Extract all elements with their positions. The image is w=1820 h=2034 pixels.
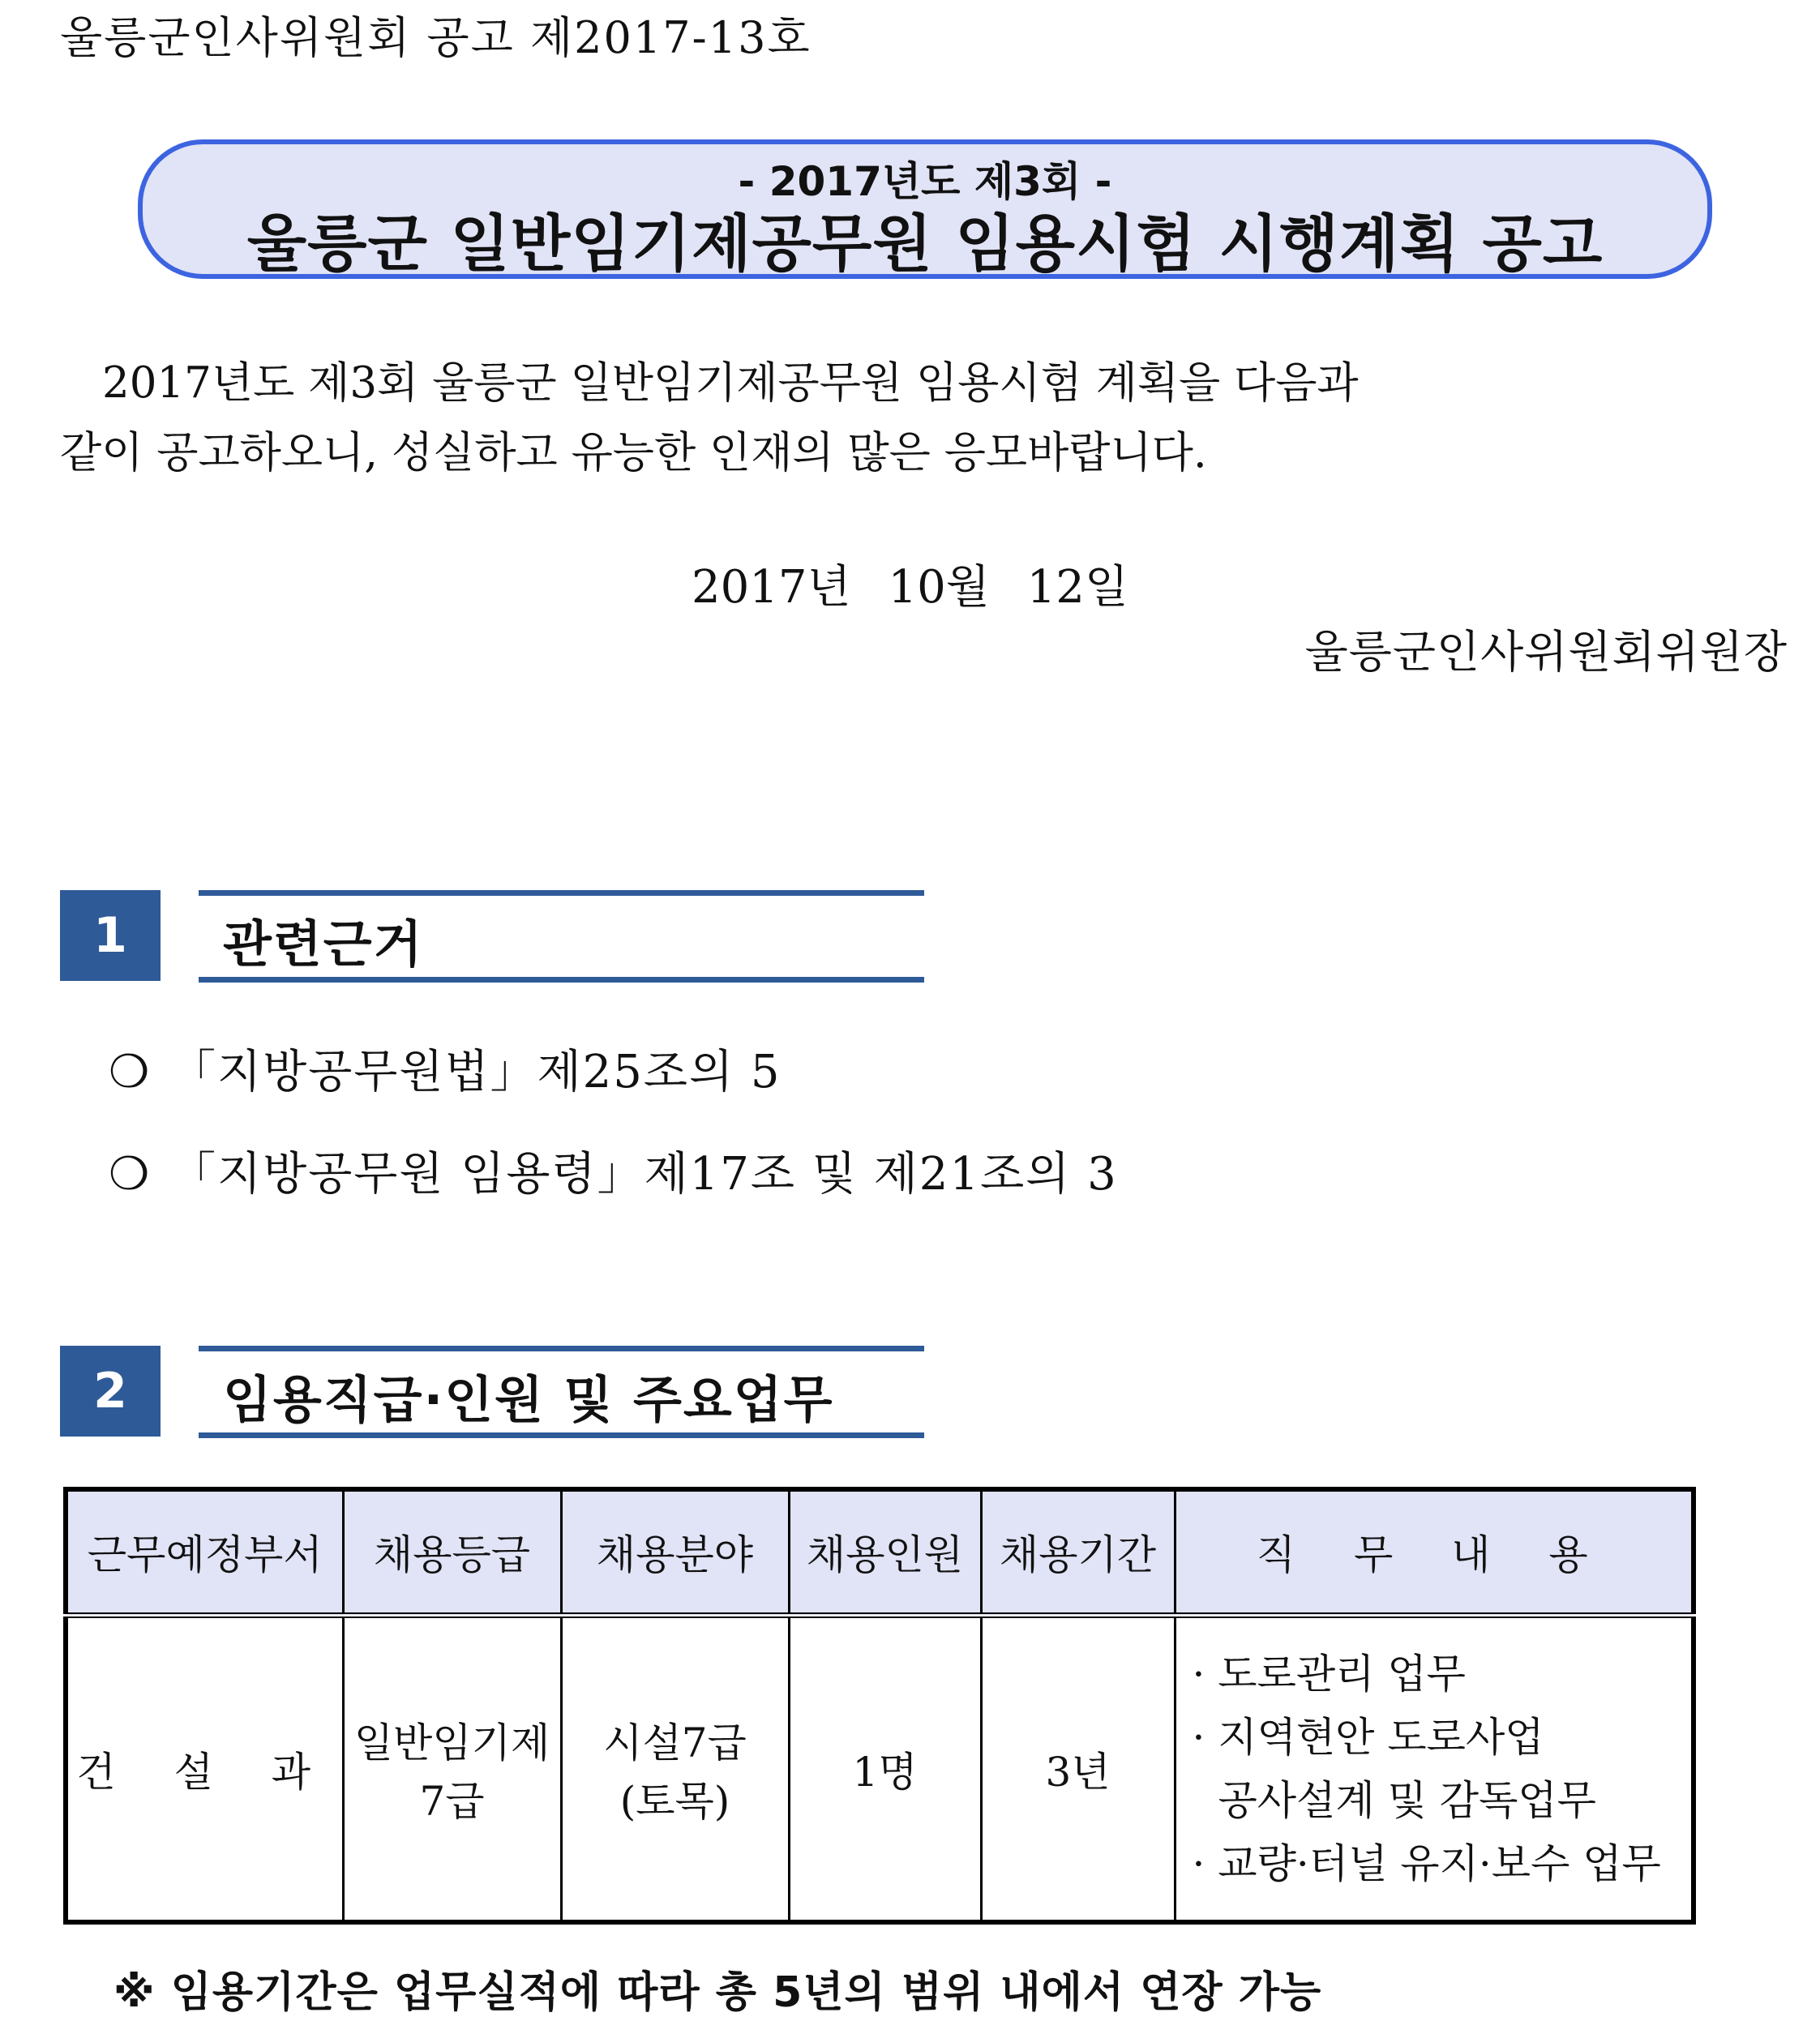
page-title: 울릉군 일반임기제공무원 임용시험 시행계획 공고	[246, 208, 1604, 280]
section-number: 2	[60, 1346, 161, 1437]
table-header-row	[66, 1489, 1694, 1615]
duty-item: 공사설계 및 감독업무	[1218, 1776, 1596, 1824]
footnote: ※ 임용기간은 업무실적에 따라 총 5년의 범위 내에서 연장 가능	[113, 1968, 1322, 2017]
duty-item: · 지역현안 도로사업	[1192, 1713, 1544, 1761]
notice-number: 울릉군인사위원회 공고 제2017-13호	[60, 12, 812, 63]
header-cell: 직 무 내 용	[1175, 1489, 1694, 1615]
duties-cell	[1175, 1615, 1694, 1922]
duty-item: · 도로관리 업무	[1192, 1650, 1466, 1698]
grade-line: 일반임기제	[353, 1719, 550, 1766]
department-cell: 건 설 과	[66, 1615, 343, 1922]
intro-paragraph	[60, 349, 1673, 488]
intro-line: 2017년도 제3회 울릉군 일반임기제공무원 임용시험 계획을 다음과	[102, 358, 1359, 408]
section-title: 관련근거	[223, 914, 424, 974]
announcement-date: 2017년 10월 12일	[692, 561, 1128, 614]
legal-basis-text: 「지방공무원법」제25조의 5	[170, 1046, 782, 1098]
recruitment-table	[63, 1487, 1696, 1925]
legal-basis-item	[109, 1036, 782, 1101]
title-subtitle: - 2017년도 제3회 -	[738, 158, 1112, 205]
duty-item: · 교량·터널 유지·보수 업무	[1192, 1839, 1661, 1887]
section-title: 임용직급·인원 및 주요업무	[223, 1370, 834, 1429]
header-cell: 채용인원	[789, 1489, 981, 1615]
section-header	[199, 890, 924, 983]
header-cell: 채용기간	[981, 1489, 1175, 1615]
grade-cell	[343, 1615, 561, 1922]
header-cell: 채용분야	[561, 1489, 789, 1615]
field-cell	[561, 1615, 789, 1922]
field-line: (토목)	[619, 1777, 730, 1825]
header-cell: 근무예정부서	[66, 1489, 343, 1615]
legal-basis-text: 「지방공무원 임용령」제17조 및 제21조의 3	[170, 1148, 1118, 1201]
period-cell: 3년	[981, 1615, 1175, 1922]
legal-basis-item	[109, 1138, 1118, 1203]
section-number: 1	[60, 890, 161, 981]
circle-bullet-icon: ❍	[109, 1148, 152, 1201]
field-line: 시설7급	[603, 1719, 747, 1766]
intro-line: 같이 공고하오니, 성실하고 유능한 인재의 많은 응모바랍니다.	[60, 428, 1207, 477]
headcount-cell: 1명	[789, 1615, 981, 1922]
signer: 울릉군인사위원회위원장	[1304, 626, 1788, 678]
title-banner	[138, 139, 1712, 279]
circle-bullet-icon: ❍	[109, 1046, 152, 1098]
table-row	[66, 1615, 1694, 1922]
grade-line: 7급	[419, 1777, 485, 1825]
header-cell: 채용등급	[343, 1489, 561, 1615]
section-header	[199, 1346, 924, 1438]
